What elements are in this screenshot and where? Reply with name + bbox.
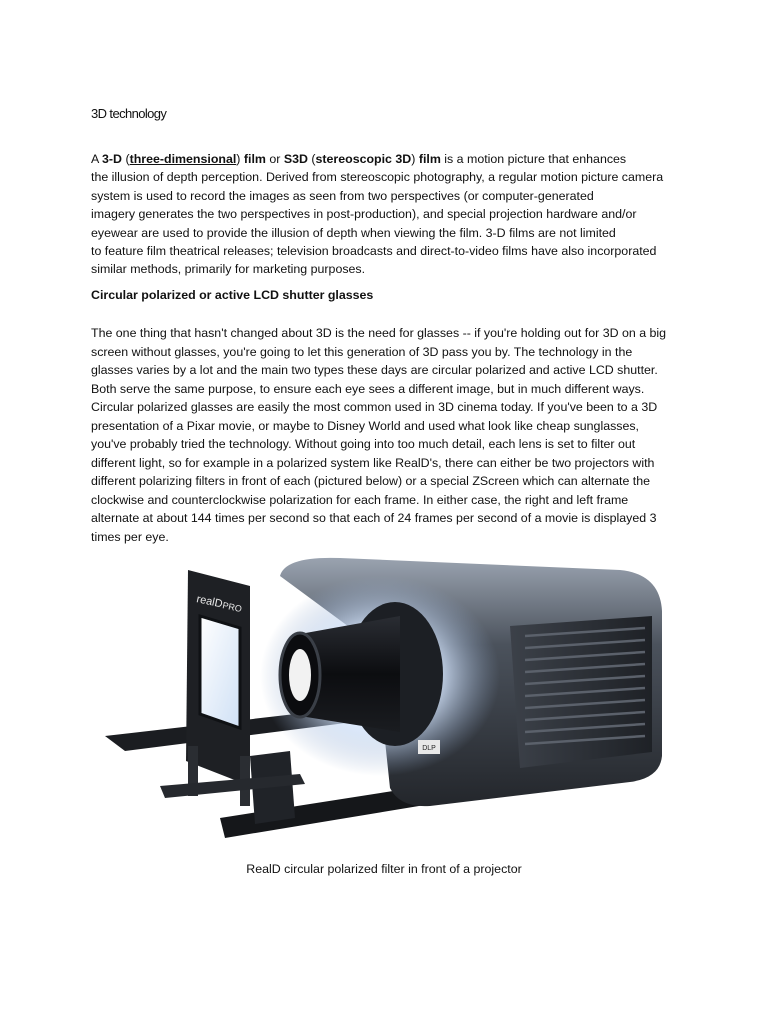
term-3d: 3-D xyxy=(102,152,122,166)
body-line: times per eye. xyxy=(91,529,169,544)
dlp-badge-text: DLP xyxy=(422,745,436,752)
intro-line: eyewear are used to provide the illusion of depth when viewing the film. 3-D films are not limited xyxy=(91,225,616,240)
filter-screen xyxy=(200,616,240,728)
body-line: Circular polarized glasses are easily the most common used in 3D cinema today. If you've been to a 3D xyxy=(91,400,658,414)
body-line: The one thing that hasn't changed about 3D is the need for glasses -- if you're holding out for 3D on a big xyxy=(91,326,667,340)
body-paragraph xyxy=(91,324,691,546)
term-s3d: S3D xyxy=(283,152,308,166)
intro-line: to feature film theatrical releases; television broadcasts and direct-to-video films have also incorporated xyxy=(91,244,657,259)
intro-paragraph xyxy=(91,150,691,279)
body-line: Both serve the same purpose, to ensure each eye sees a different image, but in much different ways. xyxy=(91,381,645,396)
body-line: glasses varies by a lot and the main two types these days are circular polarized and active LCD shutter. xyxy=(91,363,658,377)
body-line: different polarizing filters in front of each (pictured below) or a special ZScreen which can alternate the xyxy=(91,474,651,488)
lens-light xyxy=(289,649,311,701)
figure-caption: RealD circular polarized filter in front of a projector xyxy=(246,862,522,876)
body-line: alternate at about 144 times per second so that each of 24 frames per second of a movie is displayed 3 xyxy=(91,511,657,525)
projector-photo xyxy=(100,556,670,856)
intro-first-line xyxy=(91,150,691,168)
paren2-open: ( xyxy=(307,152,316,166)
intro-or: or xyxy=(265,152,284,166)
body-line: clockwise and counterclockwise polarization for each frame. In either case, the right and left frame xyxy=(91,492,629,507)
paren-close: ) xyxy=(236,152,244,166)
reald-logo-suffix: PRO xyxy=(221,600,243,615)
paren-open: ( xyxy=(122,152,130,166)
intro-line: the illusion of depth perception. Derived from stereoscopic photography, a regular motion picture camera xyxy=(91,170,664,185)
body-line: presentation of a Pixar movie, or maybe to Disney World and used what look like cheap sunglasses, xyxy=(91,418,640,433)
term-film: film xyxy=(243,152,266,166)
body-line: you've probably tried the technology. Without going into too much detail, each lens is set to filter out xyxy=(91,437,636,451)
intro-line: imagery generates the two perspectives in post-production), and special projection hardware and/or xyxy=(91,207,637,222)
section-heading: Circular polarized or active LCD shutter glasses xyxy=(91,288,374,302)
link-three-dimensional[interactable]: three-dimensional xyxy=(129,152,237,166)
body-line: different light, so for example in a polarized system like RealD's, there can either be two projectors with xyxy=(91,455,655,470)
intro-rest: is a motion picture that enhances xyxy=(440,152,627,166)
term-film-2: film xyxy=(418,152,441,166)
document-title: 3D technology xyxy=(91,106,167,121)
reald-logo-text: realD xyxy=(195,593,224,611)
intro-line: similar methods, primarily for marketing purposes. xyxy=(91,262,366,277)
body-line: screen without glasses, you're going to let this generation of 3D pass you by. The technology in the xyxy=(91,344,633,359)
projector-illustration xyxy=(100,556,670,856)
intro-lead: A xyxy=(91,152,103,166)
paren2-close: ) xyxy=(411,152,419,166)
term-stereoscopic-3d: stereoscopic 3D xyxy=(315,152,412,166)
intro-line: system is used to record the images as seen from two perspectives (or computer-generated xyxy=(91,188,594,203)
